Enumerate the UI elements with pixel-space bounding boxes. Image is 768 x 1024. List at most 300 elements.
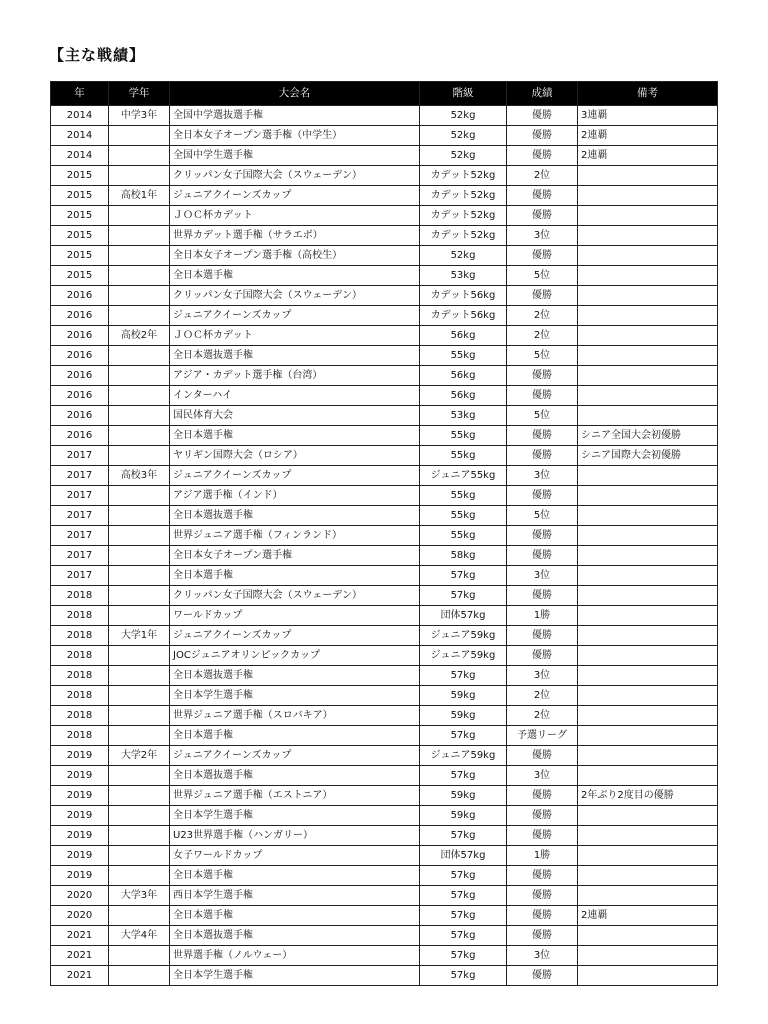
cell-result: 1勝 — [507, 846, 578, 866]
cell-result: 優勝 — [507, 806, 578, 826]
cell-result: 5位 — [507, 506, 578, 526]
cell-event: クリッパン女子国際大会（スウェーデン） — [170, 586, 420, 606]
table-row — [51, 886, 718, 906]
col-header-grade: 学年 — [109, 82, 170, 106]
cell-year: 2016 — [51, 406, 109, 426]
cell-event: 全日本選抜選手権 — [170, 926, 420, 946]
cell-grade — [109, 606, 170, 626]
table-row — [51, 526, 718, 546]
cell-weight-class: 56kg — [420, 386, 507, 406]
cell-result: 優勝 — [507, 386, 578, 406]
cell-note — [578, 646, 718, 666]
cell-note — [578, 366, 718, 386]
cell-grade — [109, 646, 170, 666]
table-row — [51, 926, 718, 946]
cell-grade: 大学2年 — [109, 746, 170, 766]
cell-note — [578, 746, 718, 766]
table-row — [51, 366, 718, 386]
table-row — [51, 106, 718, 126]
cell-event: ＪＯＣ杯カデット — [170, 326, 420, 346]
table-row — [51, 386, 718, 406]
cell-result: 優勝 — [507, 646, 578, 666]
cell-result: 優勝 — [507, 546, 578, 566]
cell-result: 5位 — [507, 346, 578, 366]
cell-result: 3位 — [507, 566, 578, 586]
cell-grade — [109, 386, 170, 406]
cell-result: 優勝 — [507, 966, 578, 986]
table-row — [51, 266, 718, 286]
cell-year: 2016 — [51, 386, 109, 406]
cell-grade — [109, 666, 170, 686]
cell-event: ワールドカップ — [170, 606, 420, 626]
cell-weight-class: カデット52kg — [420, 226, 507, 246]
cell-weight-class: 55kg — [420, 446, 507, 466]
table-row — [51, 606, 718, 626]
cell-event: アジア選手権（インド） — [170, 486, 420, 506]
col-header-result: 成績 — [507, 82, 578, 106]
cell-year: 2018 — [51, 646, 109, 666]
cell-grade: 高校3年 — [109, 466, 170, 486]
cell-year: 2018 — [51, 666, 109, 686]
table-row — [51, 286, 718, 306]
cell-note — [578, 506, 718, 526]
cell-weight-class: カデット52kg — [420, 206, 507, 226]
cell-note — [578, 206, 718, 226]
cell-weight-class: 57kg — [420, 866, 507, 886]
cell-grade — [109, 946, 170, 966]
cell-event: 国民体育大会 — [170, 406, 420, 426]
cell-result: 3位 — [507, 946, 578, 966]
cell-note: 2連覇 — [578, 146, 718, 166]
cell-year: 2018 — [51, 686, 109, 706]
cell-grade — [109, 166, 170, 186]
cell-grade — [109, 286, 170, 306]
cell-event: 西日本学生選手権 — [170, 886, 420, 906]
cell-year: 2019 — [51, 746, 109, 766]
cell-grade — [109, 246, 170, 266]
cell-note — [578, 686, 718, 706]
table-row — [51, 426, 718, 446]
cell-year: 2020 — [51, 886, 109, 906]
cell-weight-class: 58kg — [420, 546, 507, 566]
cell-weight-class: 53kg — [420, 266, 507, 286]
table-row — [51, 726, 718, 746]
cell-grade — [109, 846, 170, 866]
cell-year: 2018 — [51, 726, 109, 746]
cell-note — [578, 306, 718, 326]
cell-note — [578, 266, 718, 286]
cell-grade — [109, 546, 170, 566]
cell-event: クリッパン女子国際大会（スウェーデン） — [170, 166, 420, 186]
col-header-event: 大会名 — [170, 82, 420, 106]
col-header-weight-class: 階級 — [420, 82, 507, 106]
cell-weight-class: 55kg — [420, 426, 507, 446]
cell-year: 2016 — [51, 366, 109, 386]
cell-event: 全日本選抜選手権 — [170, 766, 420, 786]
cell-grade — [109, 346, 170, 366]
cell-weight-class: 57kg — [420, 566, 507, 586]
cell-weight-class: 57kg — [420, 766, 507, 786]
cell-event: 世界ジュニア選手権（エストニア） — [170, 786, 420, 806]
cell-year: 2014 — [51, 126, 109, 146]
cell-grade — [109, 266, 170, 286]
table-row — [51, 166, 718, 186]
cell-year: 2021 — [51, 926, 109, 946]
cell-note: シニア全国大会初優勝 — [578, 426, 718, 446]
cell-grade — [109, 446, 170, 466]
cell-weight-class: 団体57kg — [420, 606, 507, 626]
cell-weight-class: 57kg — [420, 666, 507, 686]
cell-weight-class: カデット52kg — [420, 166, 507, 186]
table-row — [51, 246, 718, 266]
cell-event: 全日本学生選手権 — [170, 686, 420, 706]
cell-result: 優勝 — [507, 366, 578, 386]
cell-result: 2位 — [507, 686, 578, 706]
cell-event: 全日本選手権 — [170, 426, 420, 446]
cell-year: 2019 — [51, 806, 109, 826]
cell-result: 3位 — [507, 666, 578, 686]
cell-note — [578, 926, 718, 946]
cell-year: 2021 — [51, 966, 109, 986]
table-row — [51, 586, 718, 606]
cell-result: 3位 — [507, 226, 578, 246]
table-row — [51, 626, 718, 646]
cell-note — [578, 386, 718, 406]
cell-note — [578, 626, 718, 646]
cell-year: 2017 — [51, 446, 109, 466]
cell-year: 2017 — [51, 546, 109, 566]
cell-grade — [109, 306, 170, 326]
cell-note — [578, 406, 718, 426]
cell-result: 優勝 — [507, 826, 578, 846]
table-row — [51, 666, 718, 686]
cell-year: 2018 — [51, 706, 109, 726]
cell-grade — [109, 726, 170, 746]
table-row — [51, 566, 718, 586]
cell-note — [578, 726, 718, 746]
cell-note — [578, 706, 718, 726]
cell-event: 全日本女子オープン選手権（中学生） — [170, 126, 420, 146]
table-row — [51, 226, 718, 246]
table-row — [51, 146, 718, 166]
cell-grade — [109, 226, 170, 246]
cell-year: 2016 — [51, 426, 109, 446]
table-row — [51, 346, 718, 366]
cell-grade — [109, 426, 170, 446]
cell-weight-class: 団体57kg — [420, 846, 507, 866]
cell-result: 優勝 — [507, 926, 578, 946]
cell-note — [578, 226, 718, 246]
cell-note — [578, 886, 718, 906]
cell-result: 1勝 — [507, 606, 578, 626]
cell-event: 全日本選手権 — [170, 726, 420, 746]
cell-event: 全国中学生選手権 — [170, 146, 420, 166]
cell-weight-class: ジュニア59kg — [420, 626, 507, 646]
cell-weight-class: 52kg — [420, 126, 507, 146]
cell-note — [578, 826, 718, 846]
cell-grade: 高校2年 — [109, 326, 170, 346]
cell-note: 2連覇 — [578, 126, 718, 146]
cell-weight-class: 55kg — [420, 486, 507, 506]
cell-result: 優勝 — [507, 286, 578, 306]
cell-event: 全日本学生選手権 — [170, 806, 420, 826]
section-heading: 【主な戦績】 — [49, 46, 146, 64]
cell-grade — [109, 526, 170, 546]
cell-result: 優勝 — [507, 526, 578, 546]
cell-result: 3位 — [507, 766, 578, 786]
table-row — [51, 186, 718, 206]
cell-note — [578, 346, 718, 366]
table-row — [51, 486, 718, 506]
cell-year: 2018 — [51, 606, 109, 626]
cell-note — [578, 806, 718, 826]
cell-note — [578, 166, 718, 186]
cell-weight-class: 59kg — [420, 686, 507, 706]
cell-result: 優勝 — [507, 746, 578, 766]
cell-result: 優勝 — [507, 146, 578, 166]
cell-event: 全日本女子オープン選手権（高校生） — [170, 246, 420, 266]
cell-note — [578, 606, 718, 626]
cell-grade — [109, 586, 170, 606]
cell-event: 世界選手権（ノルウェー） — [170, 946, 420, 966]
table-row — [51, 686, 718, 706]
cell-event: 全日本選手権 — [170, 866, 420, 886]
table-row — [51, 786, 718, 806]
cell-event: U23世界選手権（ハンガリー） — [170, 826, 420, 846]
cell-event: ヤリギン国際大会（ロシア） — [170, 446, 420, 466]
cell-note — [578, 586, 718, 606]
cell-year: 2019 — [51, 786, 109, 806]
cell-year: 2019 — [51, 846, 109, 866]
table-row — [51, 706, 718, 726]
cell-year: 2019 — [51, 866, 109, 886]
cell-result: 優勝 — [507, 186, 578, 206]
cell-event: アジア・カデット選手権（台湾） — [170, 366, 420, 386]
cell-result: 優勝 — [507, 206, 578, 226]
cell-year: 2016 — [51, 286, 109, 306]
cell-weight-class: ジュニア59kg — [420, 746, 507, 766]
table-row — [51, 206, 718, 226]
cell-grade — [109, 146, 170, 166]
cell-result: 優勝 — [507, 246, 578, 266]
cell-year: 2017 — [51, 506, 109, 526]
cell-note: 2年ぶり2度目の優勝 — [578, 786, 718, 806]
cell-weight-class: 52kg — [420, 106, 507, 126]
table-row — [51, 806, 718, 826]
table-row — [51, 826, 718, 846]
cell-grade — [109, 906, 170, 926]
cell-year: 2014 — [51, 146, 109, 166]
table-row — [51, 446, 718, 466]
cell-grade: 大学4年 — [109, 926, 170, 946]
cell-event: 世界カデット選手権（サラエボ） — [170, 226, 420, 246]
cell-note — [578, 966, 718, 986]
cell-weight-class: 57kg — [420, 906, 507, 926]
cell-result: 予選リーグ — [507, 726, 578, 746]
cell-note — [578, 846, 718, 866]
cell-year: 2021 — [51, 946, 109, 966]
cell-weight-class: 59kg — [420, 786, 507, 806]
cell-note — [578, 546, 718, 566]
cell-grade — [109, 766, 170, 786]
cell-grade — [109, 686, 170, 706]
cell-note — [578, 466, 718, 486]
cell-weight-class: 59kg — [420, 706, 507, 726]
col-header-year: 年 — [51, 82, 109, 106]
cell-event: 世界ジュニア選手権（スロバキア） — [170, 706, 420, 726]
cell-note — [578, 486, 718, 506]
cell-year: 2015 — [51, 166, 109, 186]
cell-result: 5位 — [507, 406, 578, 426]
cell-event: ＪＯＣ杯カデット — [170, 206, 420, 226]
cell-year: 2016 — [51, 326, 109, 346]
cell-grade — [109, 966, 170, 986]
cell-grade — [109, 806, 170, 826]
table-row — [51, 746, 718, 766]
cell-weight-class: 55kg — [420, 526, 507, 546]
cell-result: 2位 — [507, 326, 578, 346]
cell-note — [578, 566, 718, 586]
cell-weight-class: 55kg — [420, 506, 507, 526]
cell-grade — [109, 206, 170, 226]
table-row — [51, 766, 718, 786]
cell-note — [578, 526, 718, 546]
cell-event: 全国中学選抜選手権 — [170, 106, 420, 126]
cell-result: 優勝 — [507, 906, 578, 926]
cell-result: 優勝 — [507, 866, 578, 886]
cell-weight-class: 56kg — [420, 326, 507, 346]
cell-weight-class: 57kg — [420, 886, 507, 906]
table-row — [51, 846, 718, 866]
table-header-row — [51, 82, 718, 106]
cell-event: インターハイ — [170, 386, 420, 406]
results-table — [50, 81, 718, 986]
cell-event: 全日本選抜選手権 — [170, 346, 420, 366]
cell-year: 2014 — [51, 106, 109, 126]
cell-result: 優勝 — [507, 426, 578, 446]
cell-weight-class: 57kg — [420, 826, 507, 846]
cell-weight-class: カデット52kg — [420, 186, 507, 206]
cell-event: 女子ワールドカップ — [170, 846, 420, 866]
cell-year: 2019 — [51, 826, 109, 846]
cell-grade: 高校1年 — [109, 186, 170, 206]
cell-result: 優勝 — [507, 786, 578, 806]
cell-year: 2019 — [51, 766, 109, 786]
cell-event: ジュニアクイーンズカップ — [170, 186, 420, 206]
table-row — [51, 906, 718, 926]
cell-event: 全日本選抜選手権 — [170, 666, 420, 686]
cell-result: 2位 — [507, 706, 578, 726]
cell-note — [578, 866, 718, 886]
cell-event: 全日本選手権 — [170, 266, 420, 286]
cell-event: ジュニアクイーンズカップ — [170, 466, 420, 486]
cell-year: 2016 — [51, 306, 109, 326]
cell-event: ジュニアクイーンズカップ — [170, 746, 420, 766]
table-row — [51, 406, 718, 426]
cell-event: 全日本学生選手権 — [170, 966, 420, 986]
cell-weight-class: 57kg — [420, 926, 507, 946]
cell-weight-class: 57kg — [420, 726, 507, 746]
cell-year: 2018 — [51, 586, 109, 606]
table-row — [51, 326, 718, 346]
cell-grade — [109, 826, 170, 846]
cell-weight-class: カデット56kg — [420, 286, 507, 306]
table-row — [51, 546, 718, 566]
cell-grade — [109, 406, 170, 426]
cell-weight-class: 57kg — [420, 946, 507, 966]
cell-weight-class: 57kg — [420, 586, 507, 606]
table-row — [51, 646, 718, 666]
cell-note — [578, 766, 718, 786]
cell-weight-class: 53kg — [420, 406, 507, 426]
cell-weight-class: ジュニア55kg — [420, 466, 507, 486]
table-row — [51, 966, 718, 986]
cell-event: 全日本選手権 — [170, 566, 420, 586]
cell-grade: 大学1年 — [109, 626, 170, 646]
cell-grade — [109, 706, 170, 726]
cell-result: 優勝 — [507, 106, 578, 126]
cell-year: 2017 — [51, 566, 109, 586]
cell-result: 優勝 — [507, 586, 578, 606]
table-row — [51, 126, 718, 146]
cell-event: クリッパン女子国際大会（スウェーデン） — [170, 286, 420, 306]
cell-weight-class: ジュニア59kg — [420, 646, 507, 666]
cell-year: 2015 — [51, 206, 109, 226]
table-row — [51, 466, 718, 486]
cell-year: 2017 — [51, 486, 109, 506]
cell-year: 2020 — [51, 906, 109, 926]
cell-result: 優勝 — [507, 126, 578, 146]
cell-result: 優勝 — [507, 886, 578, 906]
cell-grade: 中学3年 — [109, 106, 170, 126]
cell-note — [578, 666, 718, 686]
cell-grade — [109, 366, 170, 386]
cell-event: 全日本選抜選手権 — [170, 506, 420, 526]
cell-event: JOCジュニアオリンピックカップ — [170, 646, 420, 666]
cell-note — [578, 286, 718, 306]
cell-year: 2017 — [51, 526, 109, 546]
cell-weight-class: 57kg — [420, 966, 507, 986]
cell-weight-class: 55kg — [420, 346, 507, 366]
cell-event: 世界ジュニア選手権（フィンランド） — [170, 526, 420, 546]
cell-note: 2連覇 — [578, 906, 718, 926]
cell-year: 2018 — [51, 626, 109, 646]
table-row — [51, 506, 718, 526]
col-header-note: 備考 — [578, 82, 718, 106]
cell-note — [578, 946, 718, 966]
table-row — [51, 306, 718, 326]
cell-year: 2015 — [51, 226, 109, 246]
cell-event: 全日本女子オープン選手権 — [170, 546, 420, 566]
table-row — [51, 866, 718, 886]
cell-grade — [109, 126, 170, 146]
cell-year: 2015 — [51, 246, 109, 266]
cell-result: 5位 — [507, 266, 578, 286]
cell-weight-class: 52kg — [420, 246, 507, 266]
cell-result: 2位 — [507, 166, 578, 186]
cell-event: ジュニアクイーンズカップ — [170, 306, 420, 326]
cell-grade — [109, 486, 170, 506]
cell-grade: 大学3年 — [109, 886, 170, 906]
cell-result: 優勝 — [507, 446, 578, 466]
cell-weight-class: 59kg — [420, 806, 507, 826]
cell-note — [578, 246, 718, 266]
cell-grade — [109, 866, 170, 886]
cell-note — [578, 326, 718, 346]
cell-year: 2015 — [51, 186, 109, 206]
cell-grade — [109, 506, 170, 526]
cell-weight-class: 56kg — [420, 366, 507, 386]
